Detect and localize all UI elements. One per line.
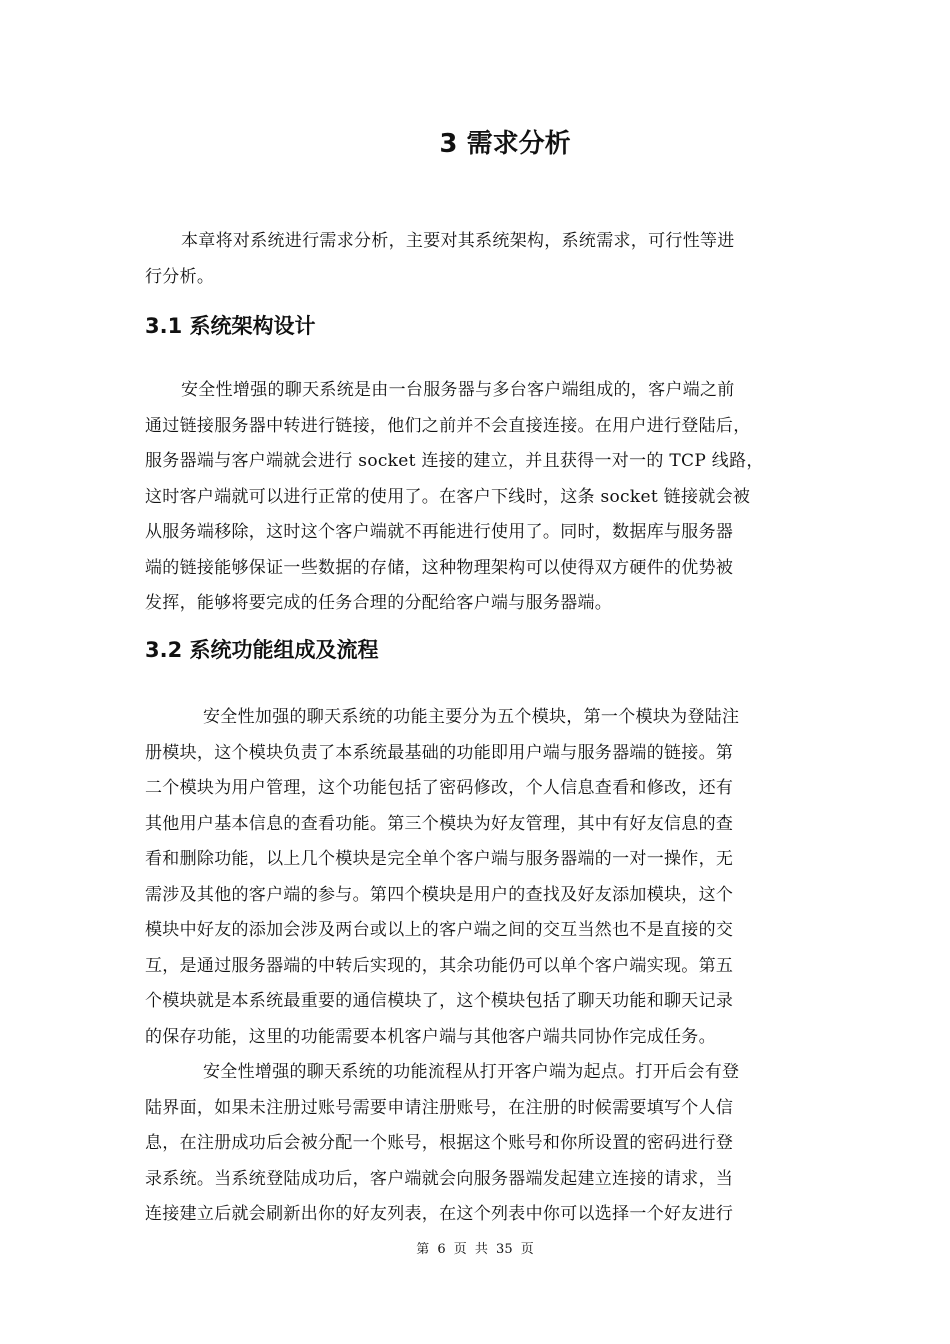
paragraph-line: 端的链接能够保证一些数据的存储，这种物理架构可以使得双方硬件的优势被 xyxy=(145,557,734,578)
paragraph-line: 的保存功能，这里的功能需要本机客户端与其他客户端共同协作完成任务。 xyxy=(145,1026,716,1047)
paragraph-line: 连接建立后就会刷新出你的好友列表，在这个列表中你可以选择一个好友进行 xyxy=(145,1204,734,1224)
section-heading-3-2: 3.2 系统功能组成及流程 xyxy=(145,638,379,662)
paragraph-line: 陆界面，如果未注册过账号需要申请注册账号，在注册的时候需要填写个人信 xyxy=(145,1097,734,1118)
intro-line: 行分析。 xyxy=(145,266,215,287)
page-number-footer: 第 6 页 共 35 页 xyxy=(416,1242,534,1257)
intro-line: 本章将对系统进行需求分析，主要对其系统架构，系统需求，可行性等进 xyxy=(181,231,735,251)
paragraph-line: 录系统。当系统登陆成功后，客户端就会向服务器端发起建立连接的请求，当 xyxy=(145,1168,734,1189)
paragraph-line: 发挥，能够将要完成的任务合理的分配给客户端与服务器端。 xyxy=(145,593,613,613)
chapter-title: 3 需求分析 xyxy=(439,129,571,159)
paragraph-line: 二个模块为用户管理，这个功能包括了密码修改，个人信息查看和修改，还有 xyxy=(145,778,734,798)
paragraph-line: 通过链接服务器中转进行链接，他们之前并不会直接连接。在用户进行登陆后， xyxy=(145,415,751,436)
paragraph-line: 模块中好友的添加会涉及两台或以上的客户端之间的交互当然也不是直接的交 xyxy=(145,920,734,940)
paragraph-line: 这时客户端就可以进行正常的使用了。在客户下线时，这条 socket 链接就会被 xyxy=(145,486,751,507)
intro-paragraph xyxy=(145,224,807,295)
paragraph-line: 安全性增强的聊天系统的功能流程从打开客户端为起点。打开后会有登 xyxy=(203,1062,740,1082)
paragraph-line: 服务器端与客户端就会进行 socket 连接的建立，并且获得一对一的 TCP 线路， xyxy=(145,451,764,471)
section-3-1-paragraph xyxy=(145,373,807,622)
paragraph-line: 从服务端移除，这时这个客户端就不再能进行使用了。同时，数据库与服务器 xyxy=(145,522,734,542)
paragraph-line: 需涉及其他的客户端的参与。第四个模块是用户的查找及好友添加模块，这个 xyxy=(145,884,734,905)
paragraph-line: 其他用户基本信息的查看功能。第三个模块为好友管理，其中有好友信息的查 xyxy=(145,813,734,834)
paragraph-line: 息，在注册成功后会被分配一个账号，根据这个账号和你所设置的密码进行登 xyxy=(145,1133,734,1153)
section-3-2-paragraph-2 xyxy=(145,1055,807,1233)
paragraph-line: 看和删除功能，以上几个模块是完全单个客户端与服务器端的一对一操作，无 xyxy=(145,849,734,869)
paragraph-line: 安全性增强的聊天系统是由一台服务器与多台客户端组成的，客户端之前 xyxy=(181,380,735,400)
section-heading-3-1: 3.1 系统架构设计 xyxy=(145,314,316,338)
paragraph-line: 册模块，这个模块负责了本系统最基础的功能即用户端与服务器端的链接。第 xyxy=(145,742,734,763)
section-3-2-paragraph-1 xyxy=(145,700,807,1055)
paragraph-line: 互，是通过服务器端的中转后实现的，其余功能仍可以单个客户端实现。第五 xyxy=(145,955,734,976)
paragraph-line: 个模块就是本系统最重要的通信模块了，这个模块包括了聊天功能和聊天记录 xyxy=(145,991,734,1011)
paragraph-line: 安全性加强的聊天系统的功能主要分为五个模块，第一个模块为登陆注 xyxy=(203,707,740,727)
